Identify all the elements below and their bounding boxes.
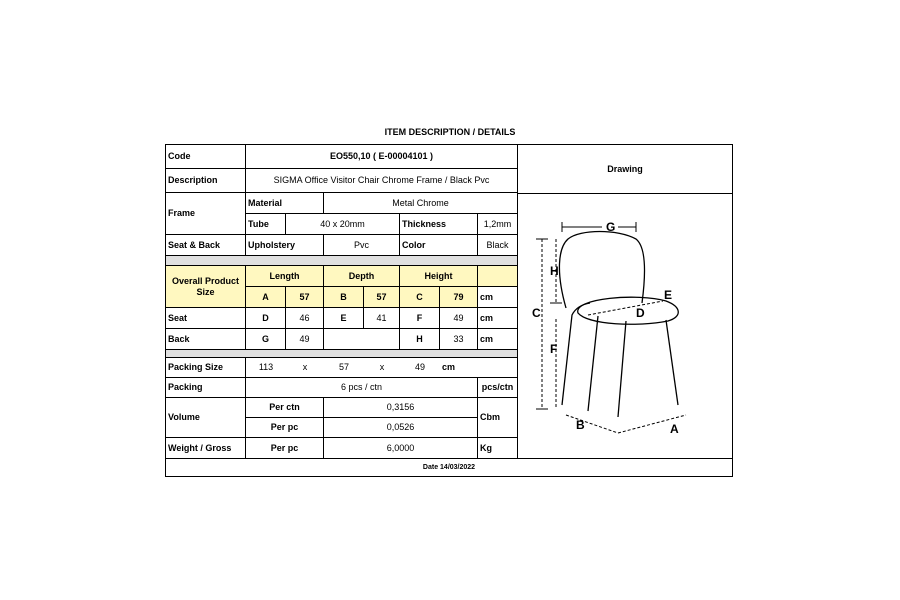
document-title: ITEM DESCRIPTION / DETAILS xyxy=(384,127,516,137)
g-value: 49 xyxy=(286,329,324,350)
weight-value: 6,0000 xyxy=(324,438,478,459)
code-label: Code xyxy=(166,145,246,169)
overall-unit-header xyxy=(478,266,518,287)
tube-label: Tube xyxy=(246,214,286,235)
drawing-letter-f: F xyxy=(550,342,558,356)
e-value: 41 xyxy=(364,308,400,329)
g-label: G xyxy=(246,329,286,350)
seat-unit: cm xyxy=(478,308,518,329)
spacer-row xyxy=(166,256,518,266)
f-value: 49 xyxy=(440,308,478,329)
thickness-value: 1,2mm xyxy=(478,214,518,235)
tube-value: 40 x 20mm xyxy=(286,214,400,235)
e-label: E xyxy=(324,308,364,329)
packing-width: 57 xyxy=(324,358,364,378)
packing-x1: x xyxy=(286,358,324,378)
back-empty xyxy=(324,329,400,350)
b-label: B xyxy=(324,287,364,308)
volume-unit: Cbm xyxy=(478,398,518,438)
drawing-letter-a: A xyxy=(670,422,679,436)
material-value: Metal Chrome xyxy=(324,193,518,214)
per-ctn-value: 0,3156 xyxy=(324,398,478,418)
upholstery-label: Upholstery xyxy=(246,235,324,256)
color-label: Color xyxy=(400,235,478,256)
description-value: SIGMA Office Visitor Chair Chrome Frame / Black Pvc xyxy=(246,169,518,193)
per-ctn-label: Per ctn xyxy=(246,398,324,418)
overall-unit: cm xyxy=(478,287,518,308)
back-unit: cm xyxy=(478,329,518,350)
weight-label: Weight / Gross xyxy=(166,438,246,459)
d-label: D xyxy=(246,308,286,329)
drawing-letter-b: B xyxy=(576,418,585,432)
overall-size-label: Overall Product Size xyxy=(166,266,246,308)
c-label: C xyxy=(400,287,440,308)
color-value: Black xyxy=(478,235,518,256)
drawing-letter-d: D xyxy=(636,306,645,320)
length-header: Length xyxy=(246,266,324,287)
spec-sheet xyxy=(165,144,733,477)
height-header: Height xyxy=(400,266,478,287)
drawing-labels xyxy=(532,220,679,436)
packing-size-unit: cm xyxy=(440,358,518,378)
packing-label: Packing xyxy=(166,378,246,398)
b-value: 57 xyxy=(364,287,400,308)
upholstery-value: Pvc xyxy=(324,235,400,256)
c-value: 79 xyxy=(440,287,478,308)
a-value: 57 xyxy=(286,287,324,308)
h-value: 33 xyxy=(440,329,478,350)
seat-label: Seat xyxy=(166,308,246,329)
packing-height: 49 xyxy=(400,358,440,378)
chair-drawing xyxy=(518,193,732,458)
drawing-letter-h: H xyxy=(550,264,559,278)
drawing-letter-g: G xyxy=(606,220,616,234)
code-value: EO550,10 ( E-00004101 ) xyxy=(246,145,518,169)
drawing-title: Drawing xyxy=(518,145,732,194)
per-pc-value: 0,0526 xyxy=(324,418,478,438)
date-footer: Date 14/03/2022 xyxy=(422,464,476,471)
f-label: F xyxy=(400,308,440,329)
packing-x2: x xyxy=(364,358,400,378)
material-label: Material xyxy=(246,193,324,214)
seat-back-label: Seat & Back xyxy=(166,235,246,256)
description-label: Description xyxy=(166,169,246,193)
packing-value: 6 pcs / ctn xyxy=(246,378,478,398)
spacer-row-2 xyxy=(166,350,518,358)
packing-unit: pcs/ctn xyxy=(478,378,518,398)
per-pc-label: Per pc xyxy=(246,418,324,438)
frame-label: Frame xyxy=(166,193,246,235)
drawing-letter-c: C xyxy=(532,306,541,320)
drawing-letter-e: E xyxy=(664,288,673,302)
volume-label: Volume xyxy=(166,398,246,438)
depth-header: Depth xyxy=(324,266,400,287)
packing-size-label: Packing Size xyxy=(166,358,246,378)
a-label: A xyxy=(246,287,286,308)
back-label: Back xyxy=(166,329,246,350)
packing-length: 113 xyxy=(246,358,286,378)
weight-unit: Kg xyxy=(478,438,518,459)
d-value: 46 xyxy=(286,308,324,329)
weight-per-pc-label: Per pc xyxy=(246,438,324,459)
thickness-label: Thickness xyxy=(400,214,478,235)
h-label: H xyxy=(400,329,440,350)
